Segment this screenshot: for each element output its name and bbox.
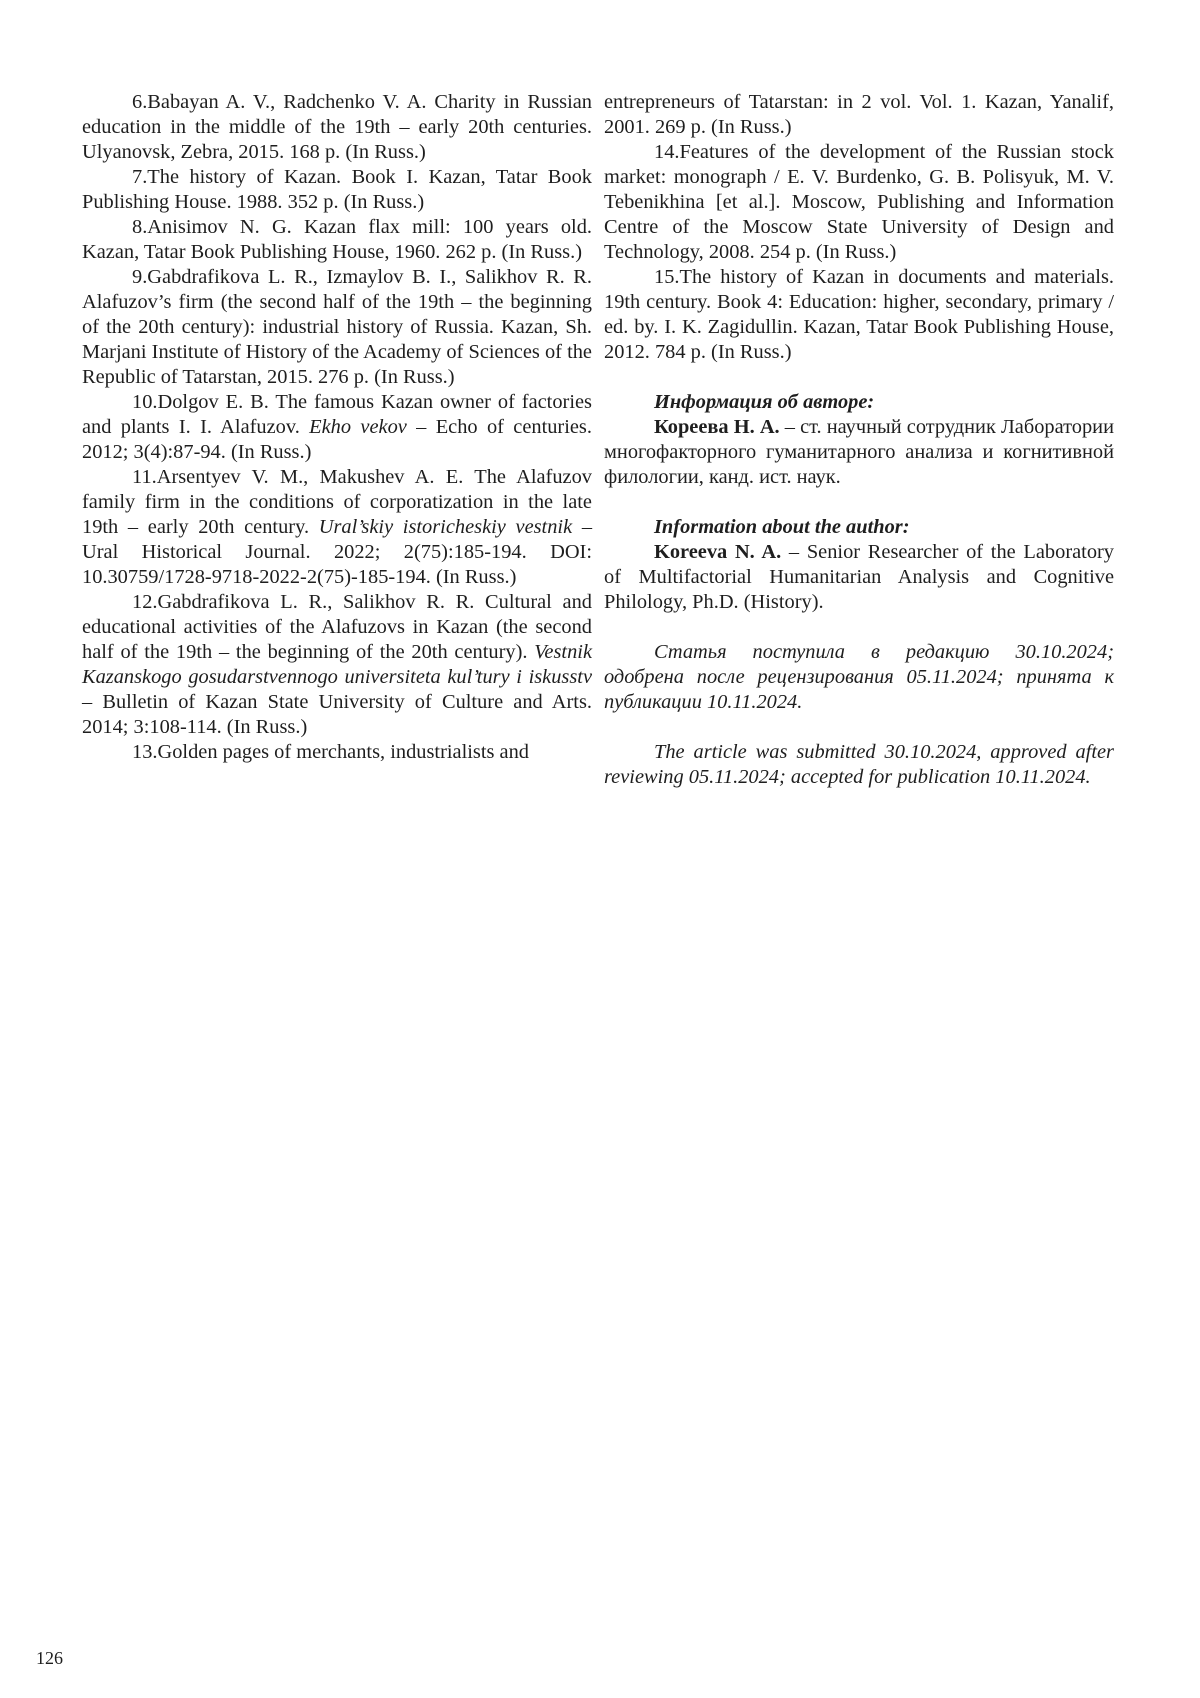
reference-13-continuation: entrepreneurs of Tatarstan: in 2 vol. Vol. 1. Kazan, Yanalif, 2001. 269 p. (In Russ.) [604,91,1114,138]
article-dates-en: The article was submitted 30.10.2024, approved after reviewing 05.11.2024; accepted for publication 10.11.2024. [604,741,1114,788]
reference-8: 8.Anisimov N. G. Kazan flax mill: 100 years old. Kazan, Tatar Book Publishing House, 1960. 262 p. (In Russ.) [82,216,592,263]
reference-11: 11.Arsentyev V. M., Makushev A. E. The Alafuzov family firm in the conditions of corporatization in the late 19th – early 20th century. Ural’skiy istoricheskiy vestnik – Ural Historical Journal. 2022; 2(75):185-194. DOI: 10.30759/1728-9718-2022-2(75)-185-194. (In Russ.) [82,466,593,588]
reference-9: 9.Gabdrafikova L. R., Izmaylov B. I., Salikhov R. R. Alafuzov’s firm (the second half of the 19th – the beginning of the 20th century): industrial history of Russia. Kazan, Sh. Marjani Institute of History of the Academy of Sciences of the Republic of Tatarstan, 2015. 276 p. (In Russ.) [82,266,592,388]
reference-15: 15.The history of Kazan in documents and materials. 19th century. Book 4: Education: higher, secondary, primary / ed. by. I. K. Zagidullin. Kazan, Tatar Book Publishing House, 2012. 784 p. (In Russ.) [604,266,1114,363]
reference-13: 13.Golden pages of merchants, industrialists and [132,741,529,763]
page-number: 126 [36,1648,63,1668]
reference-12: 12.Gabdrafikova L. R., Salikhov R. R. Cultural and educational activities of the Alafuzovs in Kazan (the second half of the 19th – the beginning of the 20th century). Vestnik Kazanskogo gosudarstvennogo universiteta kul’tury i iskusstv – Bulletin of Kazan State University of Culture and Arts. 2014; 3:108-114. (In Russ.) [82,591,592,738]
article-dates-ru: Статья поступила в редакцию 30.10.2024; одобрена после рецензирования 05.11.2024; принята к публикации 10.11.2024. [604,641,1114,713]
author-info-heading-en: Information about the author: [654,516,910,538]
author-info-heading-ru: Информация об авторе: [654,391,875,413]
right-column [604,90,1114,790]
author-info-en: Koreeva N. A. – Senior Researcher of the Laboratory of Multifactorial Humanitarian Analysis and Cognitive Philology, Ph.D. (History). [604,541,1115,613]
reference-14: 14.Features of the development of the Russian stock market: monograph / E. V. Burdenko, G. B. Polisyuk, M. V. Tebenikhina [et al.]. Moscow, Publishing and Information Centre of the Moscow State University of Design and Technology, 2008. 254 p. (In Russ.) [604,141,1114,263]
author-name-en: Koreeva N. A. [654,541,782,563]
reference-6: 6.Babayan A. V., Radchenko V. A. Charity in Russian education in the middle of the 19th – early 20th centuries. Ulyanovsk, Zebra, 2015. 168 p. (In Russ.) [82,91,592,163]
left-column [82,90,592,765]
reference-10: 10.Dolgov E. B. The famous Kazan owner of factories and plants I. I. Alafuzov. Ekho vekov – Echo of centuries. 2012; 3(4):87-94. (In Russ.) [82,391,592,463]
author-info-ru: Кореева Н. А. – ст. научный сотрудник Лаборатории многофакторного гуманитарного анализа и когнитивной филологии, канд. ист. наук. [604,416,1115,488]
reference-7: 7.The history of Kazan. Book I. Kazan, Tatar Book Publishing House. 1988. 352 p. (In Russ.) [82,166,592,213]
author-name-ru: Кореева Н. А. [654,416,780,438]
